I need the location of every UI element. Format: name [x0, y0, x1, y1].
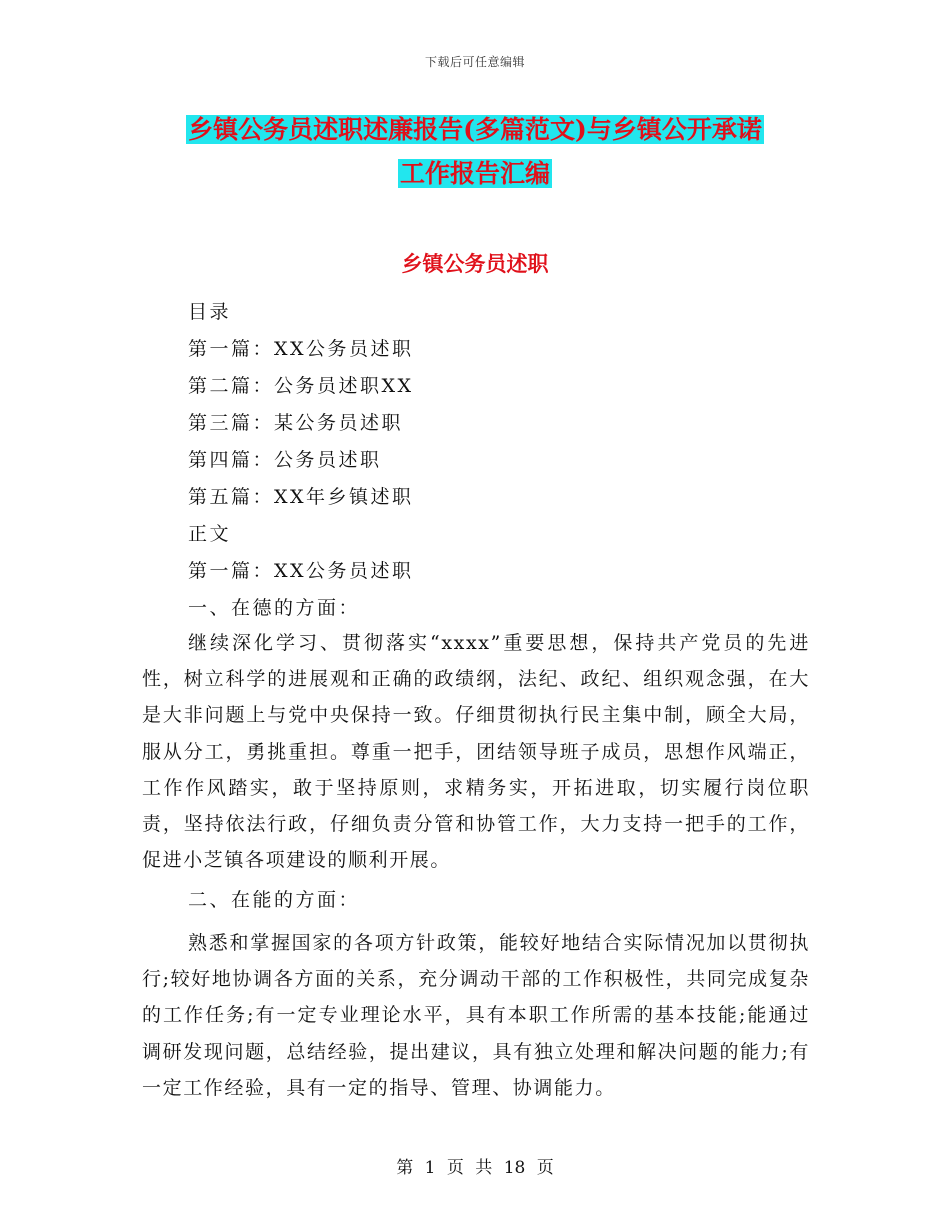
section-title: 乡镇公务员述职	[401, 251, 549, 276]
toc-item: 第一篇：XX公务员述职	[188, 338, 414, 360]
document-title-line-1	[0, 112, 950, 148]
header-note: 下载后可任意编辑	[424, 55, 525, 69]
toc-heading: 目录	[188, 301, 232, 323]
document-title-line-2	[0, 156, 950, 192]
subsection-heading: 一、在德的方面：	[188, 597, 361, 619]
table-of-contents	[188, 294, 414, 627]
title-highlight-2: 工作报告汇编	[399, 159, 550, 188]
body-heading: 正文	[188, 523, 232, 545]
chapter-heading: 第一篇：XX公务员述职	[188, 560, 414, 582]
toc-item: 第五篇：XX年乡镇述职	[188, 486, 414, 508]
body-paragraph-2: 熟悉和掌握国家的各项方针政策，能较好地结合实际情况加以贯彻执行;较好地协调各方面的关系，充分调动干部的工作积极性，共同完成复杂的工作任务;有一定专业理论水平，具有本职工作所需的基本技能;能通过调研发现问题，总结经验，提出建议，具有独立处理和解决问题的能力;有一定工作经验，具有一定的指导、管理、协调能力。	[142, 932, 810, 1099]
page-footer: 第 1 页 共 18 页	[396, 1158, 554, 1178]
body-paragraph-1: 继续深化学习、贯彻落实“xxxx”重要思想，保持共产党员的先进性，树立科学的进展观和正确的政绩纲，法纪、政纪、组织观念强，在大是大非问题上与党中央保持一致。仔细贯彻执行民主集中制，顾全大局，服从分工，勇挑重担。尊重一把手，团结领导班子成员，思想作风端正，工作作风踏实，敢于坚持原则，求精务实，开拓进取，切实履行岗位职责，坚持依法行政，仔细负责分管和协管工作，大力支持一把手的工作，促进小芝镇各项建设的顺利开展。	[142, 632, 810, 872]
subsection-heading-2: 二、在能的方面：	[188, 889, 361, 911]
title-highlight-1: 乡镇公务员述职述廉报告(多篇范文)与乡镇公开承诺	[188, 115, 762, 144]
toc-item: 第三篇：某公务员述职	[188, 412, 404, 434]
toc-item: 第二篇：公务员述职XX	[188, 375, 414, 397]
toc-item: 第四篇：公务员述职	[188, 449, 382, 471]
